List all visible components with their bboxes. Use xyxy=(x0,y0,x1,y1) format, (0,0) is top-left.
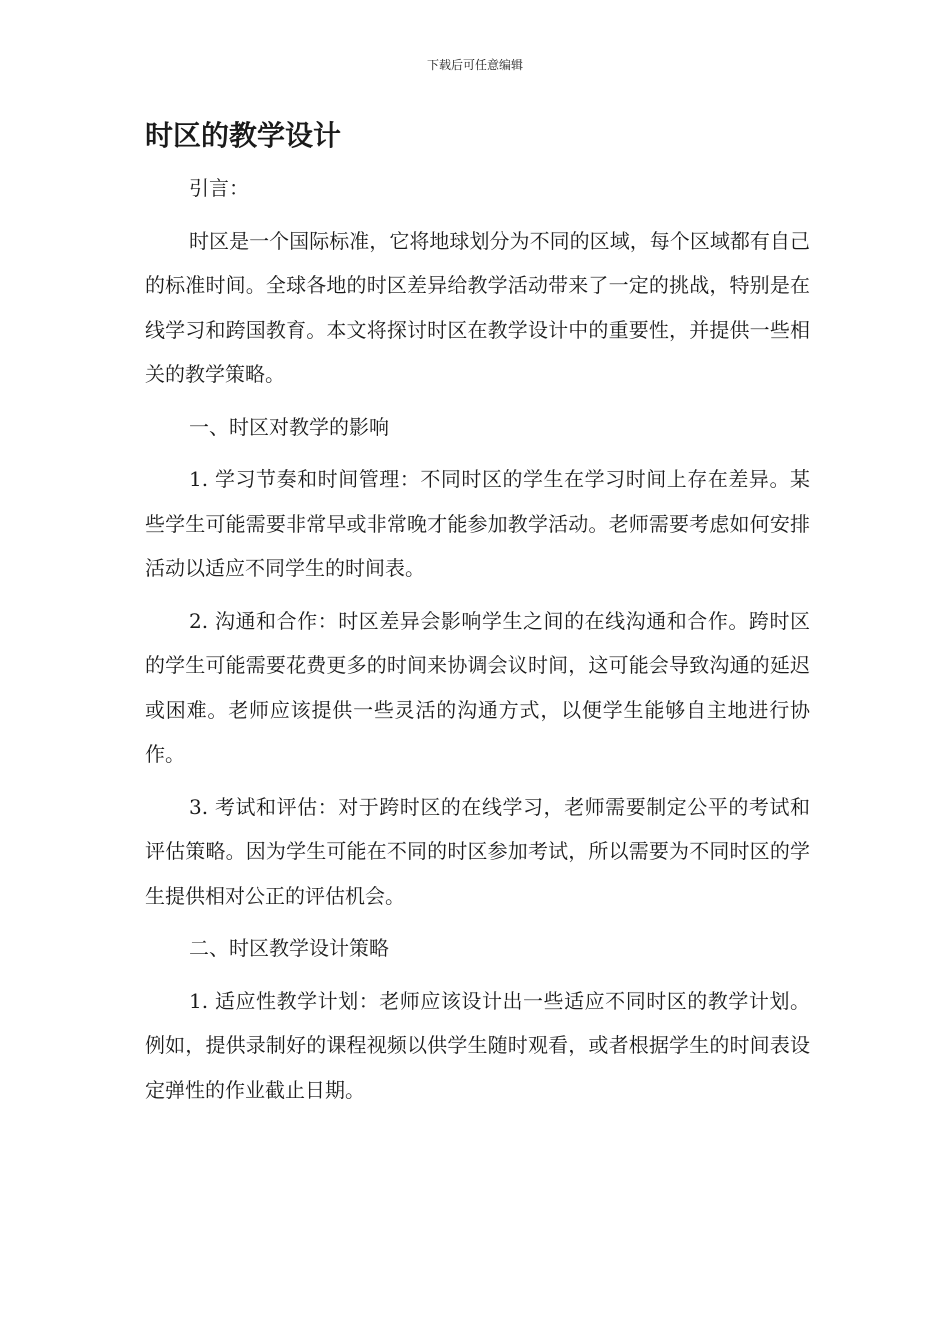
document-body xyxy=(145,166,810,1120)
section-heading-strategy: 二、时区教学设计策略 xyxy=(189,936,389,960)
paragraph-impact-1: 1. 学习节奏和时间管理：不同时区的学生在学习时间上存在差异。某些学生可能需要非常早或非常晚才能参加教学活动。老师需要考虑如何安排活动以适应不同学生的时间表。 xyxy=(145,467,810,580)
document-title: 时区的教学设计 xyxy=(145,119,342,152)
paragraph-intro: 时区是一个国际标准，它将地球划分为不同的区域，每个区域都有自己的标准时间。全球各地的时区差异给教学活动带来了一定的挑战，特别是在线学习和跨国教育。本文将探讨时区在教学设计中的重要性，并提供一些相关的教学策略。 xyxy=(145,228,810,386)
paragraph-impact-2: 2. 沟通和合作：时区差异会影响学生之间的在线沟通和合作。跨时区的学生可能需要花费更多的时间来协调会议时间，这可能会导致沟通的延迟或困难。老师应该提供一些灵活的沟通方式，以便学生能够自主地进行协作。 xyxy=(145,608,810,766)
header-note: 下载后可任意编辑 xyxy=(426,58,523,72)
paragraph-strategy-1: 1. 适应性教学计划：老师应该设计出一些适应不同时区的教学计划。例如，提供录制好的课程视频以供学生随时观看，或者根据学生的时间表设定弹性的作业截止日期。 xyxy=(145,988,810,1102)
section-heading-impact: 一、时区对教学的影响 xyxy=(189,414,389,439)
paragraph-impact-3: 3. 考试和评估：对于跨时区的在线学习，老师需要制定公平的考试和评估策略。因为学生可能在不同的时区参加考试，所以需要为不同时区的学生提供相对公正的评估机会。 xyxy=(145,794,810,908)
paragraph-intro-label: 引言： xyxy=(189,176,249,200)
